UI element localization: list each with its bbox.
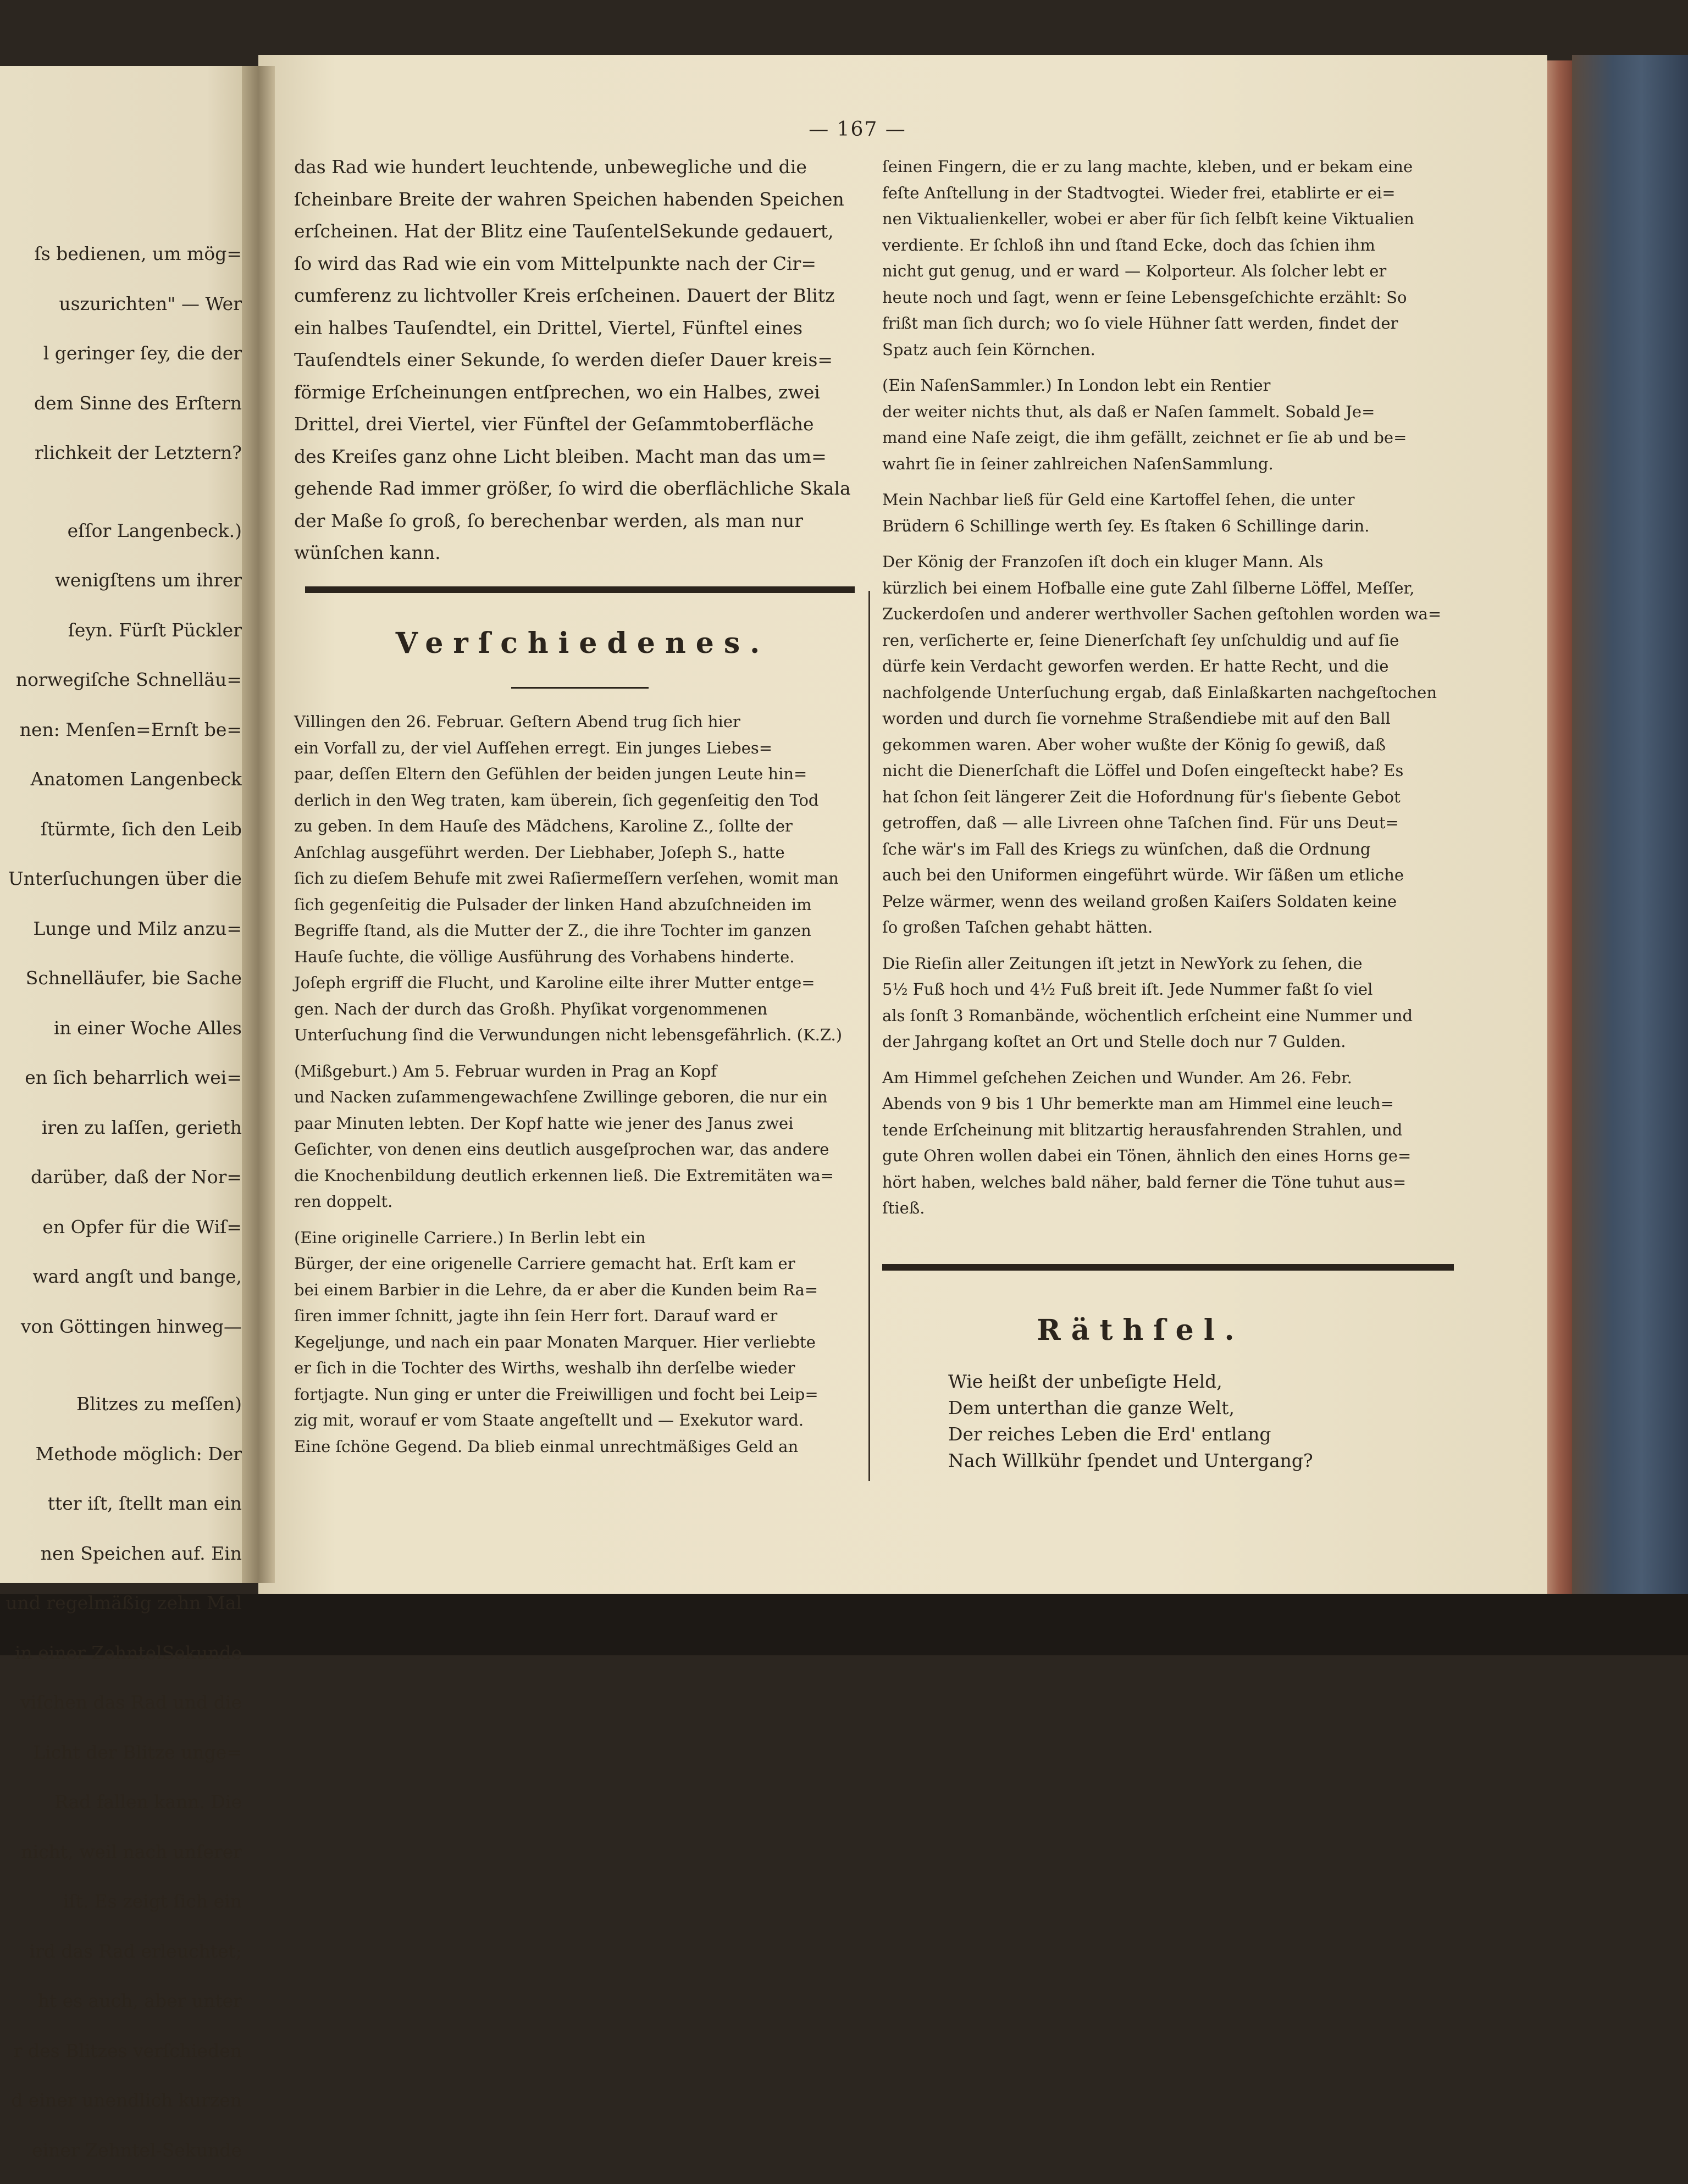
text-line: fortjagte. Nun ging er unter die Freiwilligen und focht bei Leip= [294, 1384, 818, 1404]
text-line [294, 1049, 852, 1058]
book-cover-right [1572, 55, 1688, 1621]
text-line [0, 1360, 242, 1370]
text-line: nen: Menſen=Ernſt be= [19, 718, 242, 740]
page-edges [1546, 60, 1572, 1599]
text-line: ſeyn. Fürſt Pückler [68, 619, 242, 641]
text-line: paar, deſſen Eltern den Gefühlen der beiden jungen Leute hin= [294, 764, 807, 783]
text-line: gekommen waren. Aber woher wußte der König ſo gewiß, daß [882, 735, 1386, 754]
text-line [294, 1215, 852, 1225]
text-line: ſiren immer ſchnitt, jagte ihn ſein Herr fort. Darauf ward er [294, 1306, 778, 1325]
text-line: Abends von 9 bis 1 Uhr bemerkte man am Himmel eine leuch= [882, 1094, 1394, 1113]
text-line: die Knochenbildung deutlich erkennen ließ. Die Extremitäten wa= [294, 1166, 834, 1185]
text-line: Am Himmel geſchehen Zeichen und Wunder. Am 26. Febr. [882, 1068, 1352, 1087]
left-page [0, 66, 258, 2161]
text-line: ird das Rad erleuchtet; [29, 1940, 242, 1962]
text-line: cumferenz zu lichtvoller Kreis erſcheinen. Dauert der Blitz [294, 285, 835, 306]
text-line: ſtürmte, ſich den Leib [40, 818, 242, 840]
text-line: wenigſtens um ihrer [54, 569, 242, 591]
text-line: Kegeljunge, und nach ein paar Monaten Marquer. Hier verliebte [294, 1332, 816, 1351]
text-line [882, 1055, 1446, 1065]
title-underline [511, 687, 649, 689]
riddle-text [948, 1368, 1443, 1474]
text-line: Anſchlag ausgeführt werden. Der Liebhaber, Joſeph S., hatte [294, 842, 785, 862]
background-surface [0, 1594, 1688, 1655]
text-line: en Opfer für die Wiſ= [42, 1216, 242, 1238]
text-line: hat ſchon ſeit längerer Zeit die Hofordnung für's ſiebente Gebot [882, 787, 1401, 806]
text-line: nicht die Dienerſchaft die Löffel und Doſen eingeſteckt habe? Es [882, 761, 1404, 780]
text-line: Unterſuchung ſind die Verwundungen nicht lebensgefährlich. (K.Z.) [294, 1026, 843, 1044]
text-line: d einer unendlich kurzen [11, 2089, 242, 2111]
text-line: worden und durch ſie vornehme Straßendiebe mit auf den Ball [882, 709, 1391, 728]
text-line: nachfolgende Unterſuchung ergab, daß Einlaßkarten nachgeſtochen [882, 683, 1437, 702]
text-line: Tauſendtels einer Sekunde, ſo werden dieſer Dauer kreis= [294, 349, 833, 370]
text-line: von Göttingen hinweg— [20, 1315, 242, 1337]
text-line: des Kreiſes ganz ohne Licht bleiben. Macht man das um= [294, 445, 827, 467]
text-line: einer Zehntel-Sekunde [32, 2139, 242, 2161]
text-line: getroffen, daß — alle Livreen ohne Taſchen ſind. Für uns Deut= [882, 813, 1399, 832]
text-line: Rad fallen kann. Die [54, 1791, 242, 1812]
text-line: Geſichter, von denen eins deutlich ausgeſprochen war, das andere [294, 1140, 829, 1158]
text-line: ſeinen Fingern, die er zu lang machte, kleben, und er bekam eine [882, 157, 1413, 176]
text-line: auch bei den Uniformen eingeführt würde. Wir ſäßen um etliche [882, 866, 1404, 884]
text-line: ein halbes Tauſendtel, ein Drittel, Viertel, Fünftel eines [294, 317, 803, 339]
text-line: zig mit, worauf er vom Staate angeſtellt und — Exekutor ward. [294, 1411, 804, 1429]
text-line: hört haben, welches bald näher, bald ferner die Töne tuhut aus= [882, 1172, 1407, 1191]
text-line: eſſor Langenbeck.) [67, 519, 242, 541]
text-line: verdiente. Er ſchloß ihn und ſtand Ecke, doch das ſchien ihm [882, 235, 1375, 254]
text-line: Pelze wärmer, wenn des weiland großen Kaiſers Soldaten keine [882, 891, 1397, 911]
text-line: das Rad wie hundert leuchtende, unbewegliche und die [294, 156, 807, 178]
text-line: in einer ZehntelSekunde [14, 1642, 242, 1664]
text-line: zu geben. In dem Hauſe des Mädchens, Karoline Z., ſollte der [294, 817, 793, 835]
text-line: Spatz auch ſein Körnchen. [882, 340, 1095, 359]
text-line: ſs bedienen, um mög= [34, 243, 242, 264]
text-line: Drittel, drei Viertel, vier Fünftel der Geſammtoberfläche [294, 413, 814, 435]
text-line: gen. Nach der durch das Großh. Phyſikat vorgenommenen [294, 999, 768, 1018]
page-number: — 167 — [809, 118, 906, 141]
text-line: norwegiſche Schnelläu= [15, 669, 242, 690]
text-line [882, 363, 1446, 373]
text-line: Hauſe ſuchte, die völlige Ausführung des Vorhabens hinderte. [294, 947, 795, 966]
text-line: l geringer ſey, die der [43, 342, 242, 364]
riddle-title: Räthſel. [1037, 1313, 1244, 1347]
text-line: förmige Erſcheinungen entſprechen, wo ein Halbes, zwei [294, 381, 820, 403]
column-separator [868, 591, 870, 1481]
text-line: dürfe kein Verdacht geworfen werden. Er hatte Recht, und die [882, 657, 1389, 675]
text-line: paar Minuten lebten. Der Kopf hatte wie jener des Janus zwei [294, 1113, 794, 1133]
text-line: wahrt ſie in ſeiner zahlreichen NaſenSammlung. [882, 454, 1274, 473]
text-line: Blitzes zu meſſen) [76, 1393, 242, 1415]
text-line: ren, verſicherte er, ſeine Dienerſchaft ſey unſchuldig und auf ſie [882, 630, 1399, 650]
text-line: viſchen das Rad und die [20, 1692, 242, 1713]
text-line: ſich zu dieſem Behufe mit zwei Raſiermeſſern verſehen, womit man [294, 869, 839, 888]
text-line: Schnelläufer, bie Sache [25, 967, 242, 989]
book-gutter [242, 66, 275, 1583]
text-line: in einer Woche Alles [53, 1017, 242, 1039]
text-line: gehende Rad immer größer, ſo wird die oberflächliche Skala [294, 478, 851, 499]
text-line: Methode möglich: Der [35, 1443, 242, 1465]
text-line: nicht, weil nach unſerer [21, 1841, 242, 1863]
text-line: nen Speichen auf. Ein [40, 1542, 242, 1564]
left-page-text [0, 220, 242, 2184]
text-line: uszurichten" — Wer [59, 292, 242, 314]
text-line: ren doppelt. [294, 1192, 393, 1211]
text-line: mand eine Naſe zeigt, die ihm gefällt, zeichnet er ſie ab und be= [882, 428, 1407, 447]
text-line: ht es auch, aber unter [37, 1990, 242, 2011]
text-line: wünſchen kann. [294, 542, 441, 563]
text-line: r des Blitzes verſchieden [13, 2039, 242, 2061]
text-line: ward angſt und bange, [32, 1266, 242, 1287]
riddle-line: Dem unterthan die ganze Welt, [948, 1397, 1235, 1418]
text-line: gute Ohren wollen dabei ein Tönen, ähnlich den eines Horns ge= [882, 1146, 1412, 1165]
text-line: nen Viktualienkeller, wobei er aber für ſich ſelbſt keine Viktualien [882, 209, 1414, 228]
text-line: Eine ſchöne Gegend. Da blieb einmal unrechtmäßiges Geld an [294, 1437, 799, 1456]
text-line: bei einem Barbier in die Lehre, da er aber die Kunden beim Ra= [294, 1280, 818, 1299]
text-line: (Mißgeburt.) Am 5. Februar wurden in Prag an Kopf [294, 1061, 717, 1080]
text-line [882, 941, 1446, 951]
text-line: tter iſt, ſtellt man ein [47, 1493, 242, 1514]
text-line: (Eine originelle Carriere.) In Berlin lebt ein [294, 1228, 646, 1247]
text-line: ſcheinbare Breite der wahren Speichen habenden Speichen [294, 188, 844, 210]
text-line: Brüdern 6 Schillinge werth ſey. Es ſtaken 6 Schillinge darin. [882, 516, 1370, 535]
text-line [882, 539, 1446, 549]
text-line: der Maße ſo groß, ſo berechenbar werden, als man nur [294, 509, 803, 531]
text-line: ſche wär's im Fall des Kriegs zu wünſchen, daß die Ordnung [882, 839, 1371, 858]
text-line: Licht der Blitze unge= [33, 1741, 242, 1763]
text-line [882, 477, 1446, 487]
text-line: und Nacken zuſammengewachſene Zwillinge geboren, die nur ein [294, 1088, 828, 1106]
text-line: der Jahrgang koſtet an Ort und Stelle doch nur 7 Gulden. [882, 1032, 1346, 1051]
text-line: Die Rieſin aller Zeitungen iſt jetzt in NewYork zu ſehen, die [882, 954, 1363, 973]
text-line: Villingen den 26. Februar. Geſtern Abend trug ſich hier [294, 712, 740, 731]
section-divider-thick [305, 586, 855, 593]
text-line: derlich in den Weg traten, kam überein, ſich gegenſeitig den Tod [294, 790, 819, 810]
text-line [0, 487, 242, 497]
riddle-line: Wie heißt der unbeſigte Held, [948, 1371, 1222, 1392]
text-line: Anatomen Langenbeck [30, 768, 242, 790]
section-title: Verſchiedenes. [395, 627, 770, 660]
text-line: Der König der Franzoſen iſt doch ein kluger Mann. Als [882, 552, 1324, 571]
text-line: iſt. Es zeigt ſich ein [63, 1891, 242, 1912]
riddle-divider-thick [882, 1264, 1454, 1271]
text-line: erſcheinen. Hat der Blitz eine TauſentelSekunde gedauert, [294, 220, 834, 242]
column-b-text [294, 709, 852, 1460]
text-line: Bürger, der eine origenelle Carriere gemacht hat. Erſt kam er [294, 1254, 795, 1273]
text-line: als ſonſt 3 Romanbände, wöchentlich erſcheint eine Nummer und [882, 1006, 1413, 1025]
text-line: ſo wird das Rad wie ein vom Mittelpunkte nach der Cir= [294, 252, 816, 274]
text-line: 5½ Fuß hoch und 4½ Fuß breit iſt. Jede Nummer faßt ſo viel [882, 980, 1373, 999]
text-line: Lunge und Milz anzu= [33, 917, 242, 939]
riddle-line: Der reiches Leben die Erd' entlang [948, 1423, 1271, 1445]
column-c-text [882, 154, 1446, 1222]
text-line: tende Erſcheinung mit blitzartig herausfahrenden Strahlen, und [882, 1120, 1403, 1139]
column-a-text [294, 151, 863, 569]
text-line: (Ein NaſenSammler.) In London lebt ein Rentier [882, 376, 1271, 395]
text-line: heute noch und ſagt, wenn er ſeine Lebensgeſchichte erzählt: So [882, 287, 1407, 307]
text-line: rlichkeit der Letztern? [35, 442, 242, 463]
text-line: dem Sinne des Erſtern [34, 392, 242, 414]
text-line: Zuckerdoſen und anderer werthvoller Sachen geſtohlen worden wa= [882, 605, 1442, 623]
text-line: Begriffe ſtand, als die Mutter der Z., die ihre Tochter im ganzen [294, 921, 811, 940]
text-line: feſte Anſtellung in der Stadtvogtei. Wieder frei, etablirte er ei= [882, 183, 1396, 202]
text-line: ſo großen Taſchen gehabt hätten. [882, 918, 1153, 936]
text-line: ſich gegenſeitig die Pulsader der linken Hand abzuſchneiden im [294, 895, 812, 914]
text-line: ein Vorfall zu, der viel Aufſehen erregt. Ein junges Liebes= [294, 738, 773, 757]
text-line: frißt man ſich durch; wo ſo viele Hühner ſatt werden, findet der [882, 314, 1398, 332]
text-line: ſtieß. [882, 1199, 925, 1217]
text-line: en ſich beharrlich wei= [25, 1067, 242, 1088]
text-line: darüber, daß der Nor= [30, 1166, 242, 1188]
text-line: Mein Nachbar ließ für Geld eine Kartoffel ſehen, die unter [882, 490, 1355, 509]
text-line: nicht gut genug, und er ward — Kolporteur. Als ſolcher lebt er [882, 262, 1387, 280]
text-line: und regelmäßig zehn Mal [5, 1592, 242, 1614]
text-line: iren zu laſſen, gerieth [41, 1116, 242, 1138]
text-line: der weiter nichts thut, als daß er Naſen ſammelt. Sobald Je= [882, 402, 1375, 421]
text-line: Unterſuchungen über die [8, 868, 242, 889]
text-line: er ſich in die Tochter des Wirths, weshalb ihn derſelbe wieder [294, 1359, 795, 1377]
text-line: kürzlich bei einem Hofballe eine gute Zahl ſilberne Löffel, Meſſer, [882, 578, 1415, 597]
text-line: Joſeph ergriff die Flucht, und Karoline eilte ihrer Mutter entge= [294, 973, 815, 992]
riddle-line: Nach Willkühr ſpendet und Untergang? [948, 1450, 1313, 1471]
